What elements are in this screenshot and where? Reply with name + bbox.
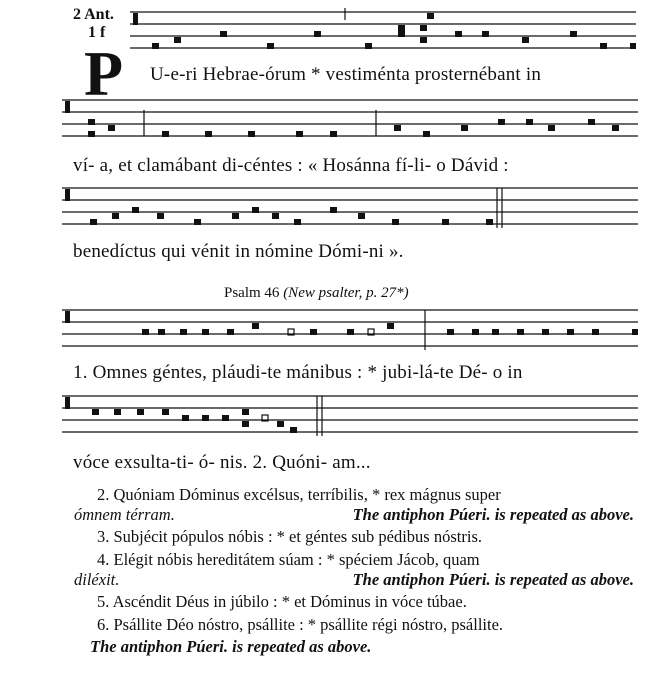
psalm-title-line bbox=[224, 285, 409, 302]
verse-2-line-1: 2. Quóniam Dóminus excélsus, terríbilis, * rex mágnus super bbox=[97, 485, 501, 504]
lyric-line-1: U-e-ri Hebrae-órum * vestiménta prosternébant in bbox=[150, 64, 542, 85]
antiphon-note-3: The antiphon Púeri. is repeated as above. bbox=[90, 637, 372, 656]
initial-letter: P bbox=[84, 38, 124, 109]
chant-staff-2 bbox=[62, 96, 638, 144]
verse-2-line-2: ómnem térram. bbox=[74, 505, 175, 524]
psalm-staff-2 bbox=[62, 392, 638, 442]
psalm-reference: (New psalter, p. 27*) bbox=[283, 285, 409, 301]
chant-staff-3 bbox=[62, 184, 638, 232]
mode-label: 1 f bbox=[88, 24, 106, 41]
antiphon-note-2: The antiphon Púeri. is repeated as above. bbox=[352, 570, 634, 589]
psalm-lyric-line-1: 1. Omnes géntes, pláudi-te mánibus : * jubi-lá-te Dé- o in bbox=[73, 362, 523, 383]
verse-5: 5. Ascéndit Déus in júbilo : * et Dóminus in vóce túbae. bbox=[97, 592, 467, 611]
chant-staff-1 bbox=[130, 8, 636, 52]
verse-3: 3. Subjécit pópulos nóbis : * et géntes sub pédibus nóstris. bbox=[97, 527, 482, 546]
psalm-title: Psalm 46 bbox=[224, 285, 280, 301]
verse-4-line-1: 4. Elégit nóbis hereditátem súam : * spéciem Jácob, quam bbox=[97, 550, 480, 569]
verse-4-line-2: diléxit. bbox=[74, 570, 120, 589]
lyric-line-2: ví- a, et clamábant di-céntes : « Hosánna fí-li- o Dávid : bbox=[73, 155, 509, 176]
antiphon-label: 2 Ant. bbox=[73, 6, 114, 23]
antiphon-note-1: The antiphon Púeri. is repeated as above. bbox=[352, 505, 634, 524]
lyric-line-3: benedíctus qui vénit in nómine Dómi-ni ». bbox=[73, 241, 404, 262]
psalm-lyric-line-2: vóce exsulta-ti- ó- nis. 2. Quóni- am... bbox=[73, 452, 371, 473]
verse-6: 6. Psállite Déo nóstro, psállite : * psállite régi nóstro, psállite. bbox=[97, 615, 504, 634]
psalm-staff-1 bbox=[62, 306, 638, 354]
